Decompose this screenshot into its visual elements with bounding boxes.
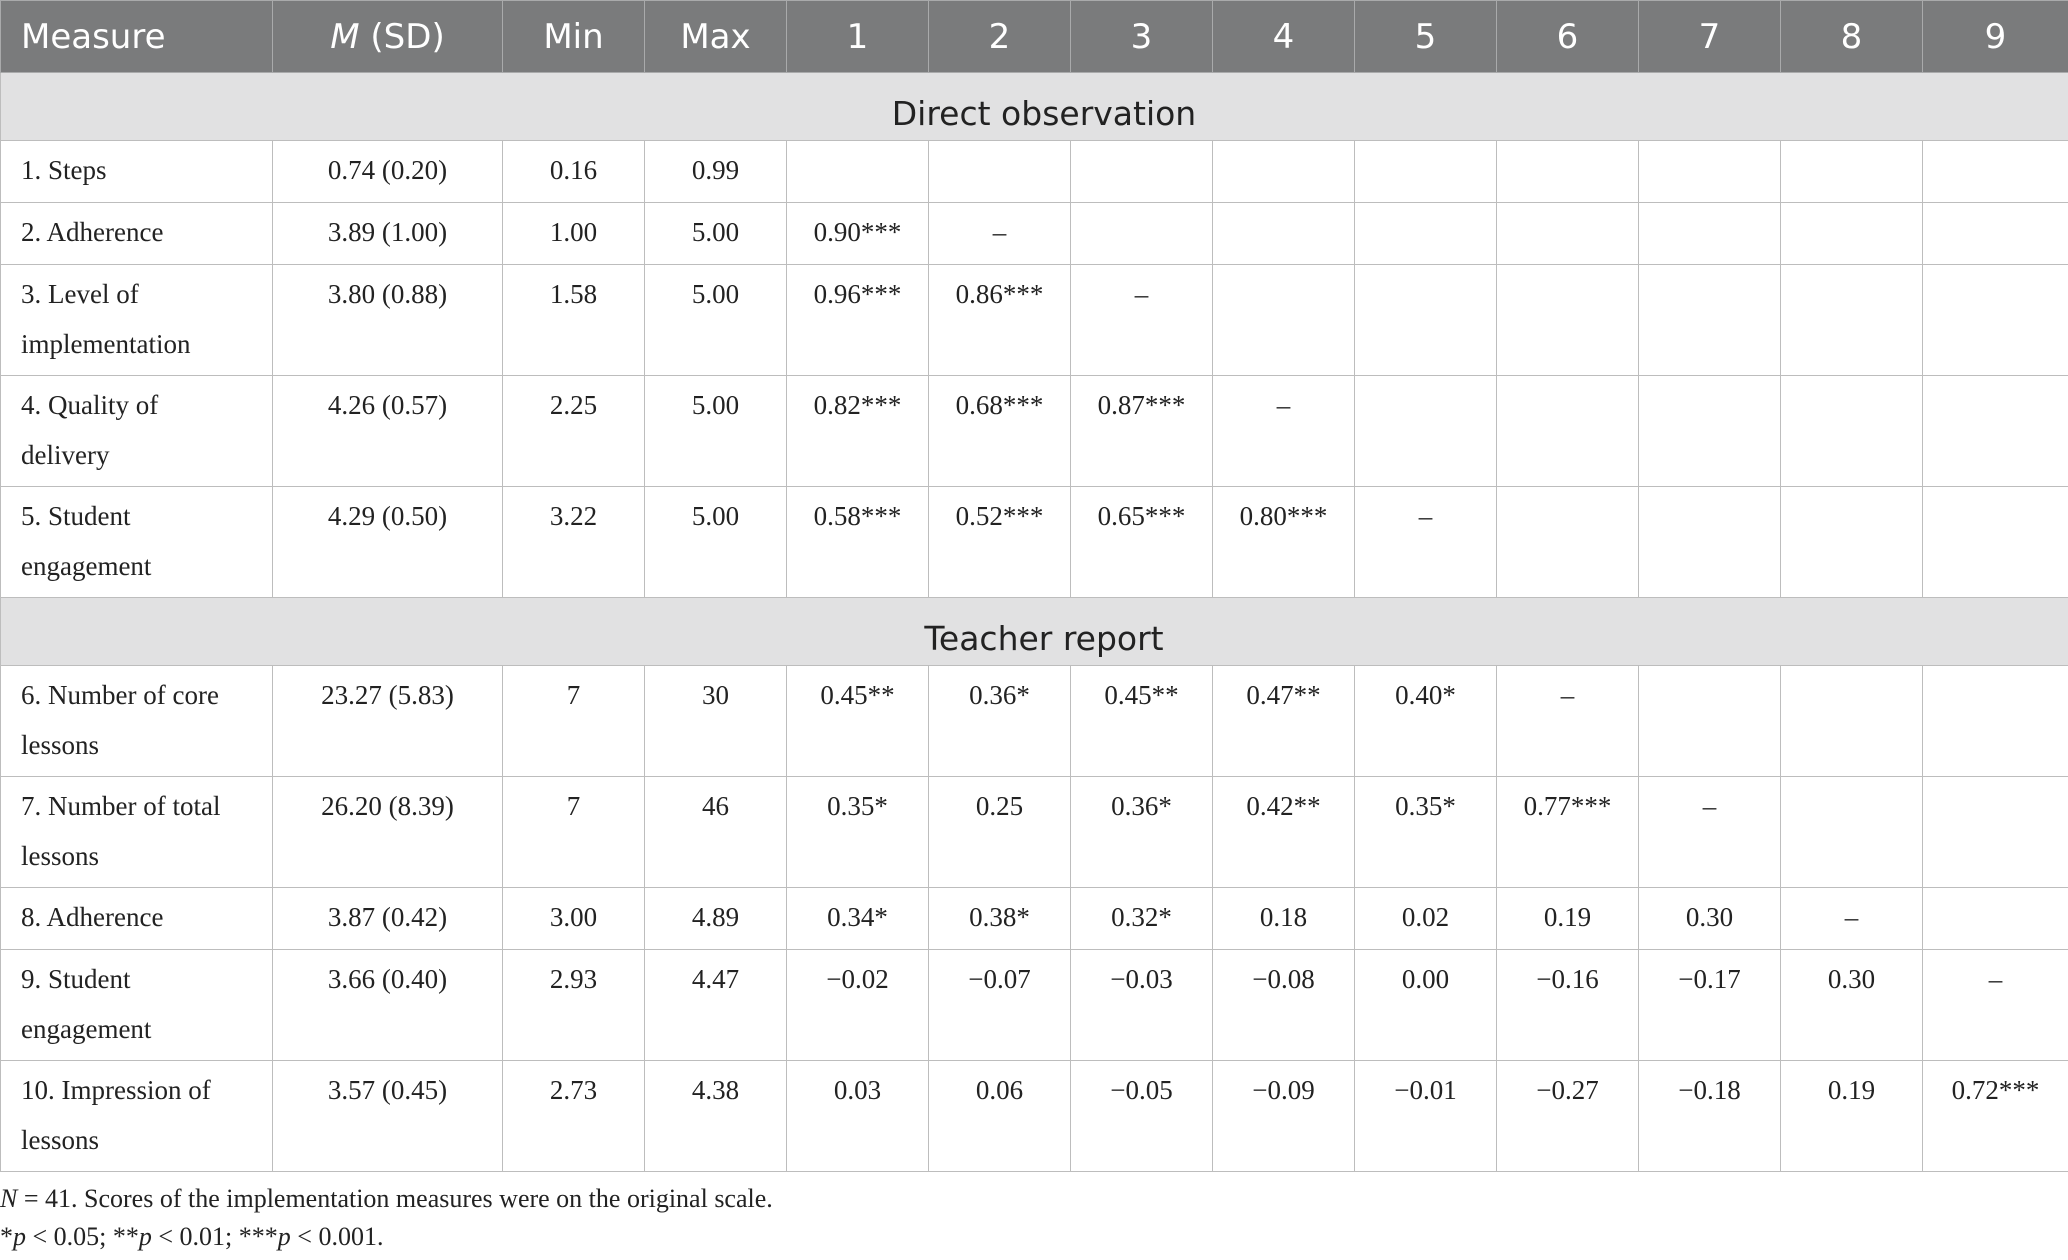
measure-label-text: 6. Number of core lessons xyxy=(21,680,219,760)
max-cell xyxy=(645,1061,787,1172)
correlation-cell xyxy=(1497,376,1639,487)
max-cell-text: 46 xyxy=(702,791,729,821)
min-cell xyxy=(503,888,645,950)
min-cell-text: 1.58 xyxy=(549,279,598,309)
correlation-value: 0.02 xyxy=(1401,902,1450,932)
correlation-cell xyxy=(929,376,1071,487)
min-cell-text: 7 xyxy=(566,791,581,821)
max-cell-text: 0.99 xyxy=(691,155,740,185)
correlation-value: 0.86*** xyxy=(955,279,1044,309)
mean-sd-cell xyxy=(273,487,503,598)
mean-sd-cell-text: 0.74 (0.20) xyxy=(327,155,448,185)
correlation-cell xyxy=(787,265,929,376)
correlation-cell xyxy=(1639,950,1781,1061)
correlation-cell xyxy=(1923,141,2068,203)
max-cell xyxy=(645,141,787,203)
mean-sd-cell-text: 4.26 (0.57) xyxy=(327,390,448,420)
min-cell xyxy=(503,487,645,598)
correlation-value: −0.05 xyxy=(1110,1075,1173,1105)
correlation-value: – xyxy=(1988,964,2003,994)
measure-label xyxy=(1,888,273,950)
correlation-cell xyxy=(929,777,1071,888)
correlation-value: 0.68*** xyxy=(955,390,1044,420)
correlation-value: 0.32* xyxy=(1111,902,1172,932)
max-cell xyxy=(645,487,787,598)
correlation-cell xyxy=(1355,666,1497,777)
measure-label-text: 1. Steps xyxy=(21,155,107,185)
correlation-cell xyxy=(1923,376,2068,487)
correlation-cell xyxy=(1781,376,1923,487)
correlation-cell xyxy=(1071,950,1213,1061)
measure-label xyxy=(1,777,273,888)
header-sd: (SD) xyxy=(370,16,445,57)
table-row xyxy=(1,950,2068,1061)
correlation-cell xyxy=(1355,1061,1497,1172)
correlation-value: 0.30 xyxy=(1685,902,1734,932)
mean-sd-cell xyxy=(273,265,503,376)
measure-label xyxy=(1,950,273,1061)
correlation-cell xyxy=(1355,777,1497,888)
min-cell-text: 7 xyxy=(566,680,581,710)
correlation-value: 0.87*** xyxy=(1097,390,1186,420)
correlation-value: 0.52*** xyxy=(955,501,1044,531)
correlation-cell xyxy=(1639,487,1781,598)
measure-label xyxy=(1,265,273,376)
correlation-value: 0.45** xyxy=(820,680,895,710)
correlation-cell xyxy=(929,265,1071,376)
note-sig-p: p xyxy=(138,1222,152,1251)
correlation-value: 0.19 xyxy=(1543,902,1592,932)
correlation-cell xyxy=(1781,265,1923,376)
note-n-text: = 41. Scores of the implementation measures were on the original scale. xyxy=(17,1184,773,1213)
correlation-cell xyxy=(1781,1061,1923,1172)
mean-sd-cell-text: 26.20 (8.39) xyxy=(321,791,454,821)
mean-sd-cell-text: 3.66 (0.40) xyxy=(327,964,448,994)
header-col-6: 6 xyxy=(1497,1,1639,73)
correlation-cell xyxy=(1213,950,1355,1061)
mean-sd-cell xyxy=(273,203,503,265)
correlation-value: 0.36* xyxy=(969,680,1030,710)
correlation-value: 0.58*** xyxy=(813,501,902,531)
correlation-cell xyxy=(1213,376,1355,487)
measure-label-text: 9. Student engagement xyxy=(21,964,152,1044)
correlation-cell xyxy=(1497,1061,1639,1172)
correlation-value: 0.82*** xyxy=(813,390,902,420)
note-sig-stars: *** xyxy=(238,1222,278,1251)
max-cell-text: 30 xyxy=(702,680,729,710)
correlation-value: −0.01 xyxy=(1394,1075,1457,1105)
correlation-value: – xyxy=(1276,390,1291,420)
max-cell-text: 5.00 xyxy=(691,217,740,247)
correlation-cell xyxy=(1071,666,1213,777)
measure-label xyxy=(1,666,273,777)
min-cell-text: 2.73 xyxy=(549,1075,598,1105)
min-cell-text: 2.25 xyxy=(549,390,598,420)
correlation-value: 0.35* xyxy=(827,791,888,821)
correlation-cell xyxy=(929,141,1071,203)
correlation-cell xyxy=(929,487,1071,598)
correlation-value: −0.02 xyxy=(826,964,889,994)
section-title: Direct observation xyxy=(1,73,2068,141)
header-col-2: 2 xyxy=(929,1,1071,73)
correlation-value: −0.17 xyxy=(1678,964,1741,994)
correlation-cell xyxy=(1071,1061,1213,1172)
correlation-cell xyxy=(787,888,929,950)
correlation-cell xyxy=(929,888,1071,950)
correlation-value: −0.03 xyxy=(1110,964,1173,994)
correlation-value: 0.42** xyxy=(1246,791,1321,821)
mean-sd-cell-text: 3.80 (0.88) xyxy=(327,279,448,309)
correlation-cell xyxy=(1923,487,2068,598)
measure-label-text: 8. Adherence xyxy=(21,902,164,932)
header-col-5: 5 xyxy=(1355,1,1497,73)
correlation-value: 0.38* xyxy=(969,902,1030,932)
correlation-value: 0.80*** xyxy=(1239,501,1328,531)
correlation-cell xyxy=(1497,777,1639,888)
correlation-cell xyxy=(787,376,929,487)
correlation-cell xyxy=(1213,777,1355,888)
measure-label xyxy=(1,376,273,487)
correlation-value: −0.08 xyxy=(1252,964,1315,994)
table-row xyxy=(1,1061,2068,1172)
correlation-cell xyxy=(1355,141,1497,203)
correlation-value: – xyxy=(1702,791,1717,821)
correlation-cell xyxy=(1781,888,1923,950)
correlation-value: 0.06 xyxy=(975,1075,1024,1105)
note-sig-stars: * xyxy=(0,1222,13,1251)
header-col-3: 3 xyxy=(1071,1,1213,73)
correlation-cell xyxy=(1923,888,2068,950)
min-cell xyxy=(503,203,645,265)
correlation-cell xyxy=(1355,203,1497,265)
correlation-cell xyxy=(1639,376,1781,487)
max-cell-text: 5.00 xyxy=(691,279,740,309)
correlation-cell xyxy=(787,487,929,598)
note-sig-rest: < 0.01; xyxy=(151,1222,239,1251)
correlation-cell xyxy=(1497,666,1639,777)
max-cell-text: 4.47 xyxy=(691,964,740,994)
header-min: Min xyxy=(503,1,645,73)
table-row xyxy=(1,777,2068,888)
max-cell-text: 4.38 xyxy=(691,1075,740,1105)
correlation-value: 0.90*** xyxy=(813,217,902,247)
max-cell xyxy=(645,376,787,487)
table-row xyxy=(1,203,2068,265)
min-cell-text: 2.93 xyxy=(549,964,598,994)
note-sig-rest: < 0.001. xyxy=(290,1222,384,1251)
correlation-cell xyxy=(1639,777,1781,888)
correlation-value: 0.72*** xyxy=(1951,1075,2040,1105)
correlation-cell xyxy=(1639,888,1781,950)
correlation-value: 0.47** xyxy=(1246,680,1321,710)
correlation-cell xyxy=(787,950,929,1061)
correlation-cell xyxy=(1071,265,1213,376)
correlation-cell xyxy=(1781,487,1923,598)
correlation-cell xyxy=(787,141,929,203)
max-cell xyxy=(645,265,787,376)
min-cell xyxy=(503,950,645,1061)
correlation-cell xyxy=(1923,950,2068,1061)
correlation-cell xyxy=(1213,141,1355,203)
correlation-cell xyxy=(1071,203,1213,265)
correlation-cell xyxy=(929,203,1071,265)
min-cell-text: 3.22 xyxy=(549,501,598,531)
correlation-cell xyxy=(1071,888,1213,950)
max-cell xyxy=(645,203,787,265)
measure-label-text: 10. Impression of lessons xyxy=(21,1075,211,1155)
header-mean-sd xyxy=(273,1,503,73)
correlation-cell xyxy=(1639,141,1781,203)
correlation-cell xyxy=(1213,666,1355,777)
correlation-value: 0.34* xyxy=(827,902,888,932)
correlation-cell xyxy=(1639,203,1781,265)
measure-label xyxy=(1,487,273,598)
note-n-symbol: N xyxy=(0,1184,18,1213)
header-row xyxy=(1,1,2068,73)
mean-sd-cell xyxy=(273,666,503,777)
correlation-value: −0.07 xyxy=(968,964,1031,994)
correlation-cell xyxy=(1213,1061,1355,1172)
correlation-cell xyxy=(1639,666,1781,777)
correlation-cell xyxy=(1781,950,1923,1061)
correlation-cell xyxy=(1923,1061,2068,1172)
table-row xyxy=(1,141,2068,203)
correlation-cell xyxy=(1071,487,1213,598)
max-cell xyxy=(645,950,787,1061)
measure-label xyxy=(1,203,273,265)
correlation-cell xyxy=(1923,265,2068,376)
note-significance xyxy=(0,1218,773,1256)
header-measure: Measure xyxy=(1,1,273,73)
correlation-cell xyxy=(1355,265,1497,376)
table-row xyxy=(1,888,2068,950)
correlation-cell xyxy=(1497,487,1639,598)
correlation-cell xyxy=(1355,888,1497,950)
mean-sd-cell-text: 3.57 (0.45) xyxy=(327,1075,448,1105)
correlation-cell xyxy=(1213,203,1355,265)
mean-sd-cell xyxy=(273,1061,503,1172)
correlation-cell xyxy=(1639,1061,1781,1172)
correlation-value: −0.27 xyxy=(1536,1075,1599,1105)
table-row xyxy=(1,265,2068,376)
correlation-cell xyxy=(787,203,929,265)
note-sig-rest: < 0.05; xyxy=(26,1222,113,1251)
correlation-cell xyxy=(1781,141,1923,203)
correlation-cell xyxy=(1213,487,1355,598)
correlation-cell xyxy=(1497,950,1639,1061)
header-max: Max xyxy=(645,1,787,73)
min-cell xyxy=(503,376,645,487)
correlation-value: −0.18 xyxy=(1678,1075,1741,1105)
correlation-cell xyxy=(1923,777,2068,888)
correlation-value: 0.96*** xyxy=(813,279,902,309)
table-row xyxy=(1,666,2068,777)
mean-sd-cell xyxy=(273,141,503,203)
correlation-cell xyxy=(1781,666,1923,777)
correlation-cell xyxy=(1497,141,1639,203)
table-body xyxy=(1,73,2068,1172)
correlation-cell xyxy=(929,1061,1071,1172)
correlation-value: – xyxy=(1560,680,1575,710)
min-cell xyxy=(503,265,645,376)
correlation-value: 0.36* xyxy=(1111,791,1172,821)
correlation-value: −0.16 xyxy=(1536,964,1599,994)
correlation-cell xyxy=(787,666,929,777)
correlation-value: – xyxy=(992,217,1007,247)
correlation-value: −0.09 xyxy=(1252,1075,1315,1105)
correlation-value: 0.18 xyxy=(1259,902,1308,932)
min-cell xyxy=(503,777,645,888)
correlation-cell xyxy=(1639,265,1781,376)
header-col-8: 8 xyxy=(1781,1,1923,73)
mean-sd-cell-text: 4.29 (0.50) xyxy=(327,501,448,531)
correlation-cell xyxy=(1497,888,1639,950)
correlation-value: 0.03 xyxy=(833,1075,882,1105)
table-row xyxy=(1,376,2068,487)
max-cell-text: 4.89 xyxy=(691,902,740,932)
correlation-cell xyxy=(1355,950,1497,1061)
min-cell-text: 3.00 xyxy=(549,902,598,932)
note-sig-p: p xyxy=(13,1222,26,1251)
min-cell xyxy=(503,141,645,203)
correlation-cell xyxy=(1781,777,1923,888)
measure-label-text: 4. Quality of delivery xyxy=(21,390,159,470)
mean-sd-cell xyxy=(273,376,503,487)
correlation-value: 0.35* xyxy=(1395,791,1456,821)
header-col-4: 4 xyxy=(1213,1,1355,73)
measure-label xyxy=(1,1061,273,1172)
correlation-cell xyxy=(1071,376,1213,487)
mean-sd-cell xyxy=(273,950,503,1061)
table-notes xyxy=(0,1180,773,1256)
correlation-cell xyxy=(929,950,1071,1061)
correlation-cell xyxy=(1355,376,1497,487)
max-cell xyxy=(645,777,787,888)
correlation-value: – xyxy=(1418,501,1433,531)
max-cell-text: 5.00 xyxy=(691,390,740,420)
measure-label-text: 5. Student engagement xyxy=(21,501,152,581)
correlation-cell xyxy=(1781,203,1923,265)
max-cell xyxy=(645,666,787,777)
section-row xyxy=(1,73,2068,141)
correlation-cell xyxy=(787,777,929,888)
header-col-7: 7 xyxy=(1639,1,1781,73)
correlation-value: 0.00 xyxy=(1401,964,1450,994)
correlation-value: 0.77*** xyxy=(1523,791,1612,821)
measure-label-text: 2. Adherence xyxy=(21,217,164,247)
min-cell-text: 1.00 xyxy=(549,217,598,247)
note-sig-stars: ** xyxy=(112,1222,139,1251)
correlation-value: 0.19 xyxy=(1827,1075,1876,1105)
min-cell xyxy=(503,1061,645,1172)
correlation-cell xyxy=(1071,141,1213,203)
min-cell-text: 0.16 xyxy=(549,155,598,185)
min-cell xyxy=(503,666,645,777)
mean-sd-cell-text: 3.89 (1.00) xyxy=(327,217,448,247)
measure-label-text: 3. Level of implementation xyxy=(21,279,191,359)
section-title: Teacher report xyxy=(1,598,2068,666)
correlation-cell xyxy=(1497,265,1639,376)
correlation-cell xyxy=(1213,265,1355,376)
note-sample-size xyxy=(0,1180,773,1218)
correlation-cell xyxy=(1071,777,1213,888)
measure-label xyxy=(1,141,273,203)
correlation-value: 0.65*** xyxy=(1097,501,1186,531)
correlation-cell xyxy=(929,666,1071,777)
header-col-1: 1 xyxy=(787,1,929,73)
mean-sd-cell-text: 3.87 (0.42) xyxy=(327,902,448,932)
correlation-value: – xyxy=(1844,902,1859,932)
mean-sd-cell-text: 23.27 (5.83) xyxy=(321,680,454,710)
correlation-cell xyxy=(1923,666,2068,777)
correlation-cell xyxy=(1213,888,1355,950)
table-row xyxy=(1,487,2068,598)
correlation-value: 0.45** xyxy=(1104,680,1179,710)
header-mean: M xyxy=(330,16,360,57)
header-col-9: 9 xyxy=(1923,1,2068,73)
note-sig-p: p xyxy=(277,1222,291,1251)
correlation-cell xyxy=(1923,203,2068,265)
correlation-cell xyxy=(787,1061,929,1172)
correlation-cell xyxy=(1355,487,1497,598)
correlation-value: 0.30 xyxy=(1827,964,1876,994)
section-row xyxy=(1,598,2068,666)
correlation-value: 0.40* xyxy=(1395,680,1456,710)
mean-sd-cell xyxy=(273,888,503,950)
mean-sd-cell xyxy=(273,777,503,888)
max-cell-text: 5.00 xyxy=(691,501,740,531)
correlation-cell xyxy=(1497,203,1639,265)
correlation-value: 0.25 xyxy=(975,791,1024,821)
measure-label-text: 7. Number of total lessons xyxy=(21,791,221,871)
correlation-value: – xyxy=(1134,279,1149,309)
max-cell xyxy=(645,888,787,950)
